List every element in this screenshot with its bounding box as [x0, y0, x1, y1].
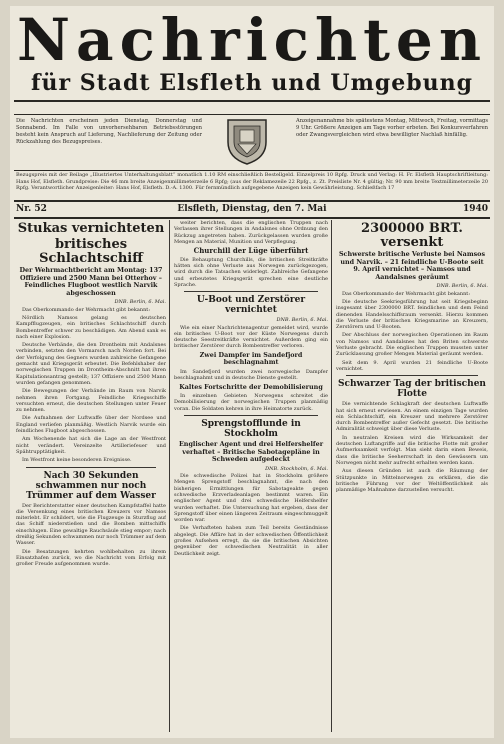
article-paragraph: weiter berichten, dass die englischen Truppen nach Verlassen ihrer Stellungen in Andalsnes ohne Ordnung den Rückzug angetreten haben. Zurückgelassen wurden große Mengen an Material, Munition und Verpflegung. — [174, 220, 328, 245]
article-paragraph: Nördlich Namsos gelang es deutschen Kampfflugzeugen, ein britisches Schlachtschiff durch Bombentreffer schwer zu beschädigen. Am Abend sank es nach einer Explosion. — [16, 314, 166, 340]
column-3 — [336, 220, 488, 732]
masthead-rule — [14, 100, 490, 102]
article-paragraph: Seit dem 9. April wurden 21 feindliche U-Boote vernichtet. — [336, 359, 488, 372]
article-paragraph: Der Berichterstatter einer deutschen Kampfstaffel hatte die Versenkung eines britischen Kreuzers vor Namsos miterlebt. Er schildert, wie die Flugzeuge in Sturzflug auf das Schiff niederstießen und die Bomben mittschiffs einschlugen. Eine gewaltige Rauchsäule stieg empor; nach dreißig Sekunden schwammen nur noch Trümmer auf dem Wasser. — [16, 502, 166, 547]
dateline-source: DNB. Stockholm, 6. Mai. — [265, 465, 328, 472]
dateline-source: DNB. Berlin, 6. Mai. — [436, 283, 488, 290]
subheadline: Englischer Agent und drei Helfershelfer verhaftet – Britische Sabotagepläne in Schweden aufgedeckt — [178, 440, 324, 464]
info-right: Anzeigenannahme bis spätestens Montag, Mittwoch, Freitag, vormittags 9 Uhr. Größere Anzeigen am Tage vorher erbeten. Bei Konkursverfahren oder Zwangsvergleichen wird etwa bewilligter Nachlaß hinfällig. — [296, 118, 488, 138]
article-separator — [346, 375, 478, 376]
column-divider — [331, 220, 332, 732]
article-paragraph: Das Oberkommando der Wehrmacht gibt bekannt: — [22, 306, 151, 313]
headline-truemmer: Nach 30 Sekunden schwammen nur noch Trümmer auf dem Wasser — [26, 470, 156, 501]
column-1 — [16, 220, 166, 732]
subheadline: Schwerste britische Verluste bei Namsos und Narvik. – 21 feindliche U-Boote seit 9. April vernichtet – Namsos und Aandalsnes geräumt — [338, 250, 486, 281]
headline-versenkt: 2300000 BRT. versenkt — [361, 221, 463, 250]
headline-demobilisierung: Kaltes Fortschritte der Demobilisierung — [179, 382, 323, 391]
article-paragraph: Im Sandefjord wurden zwei norwegische Dampfer beschlagnahmt und in deutsche Dienste gestellt. — [174, 368, 328, 382]
dateline-source: DNB. Berlin, 6. Mai. — [114, 299, 166, 306]
issue-year: 1940 — [462, 204, 488, 214]
headline-schwarzer-tag: Schwarzer Tag der britischen Flotte — [338, 379, 486, 400]
issue-number: Nr. 52 — [16, 204, 47, 214]
article-paragraph: Deutsche Verbände, die den Drontheim mit Andalsnes verbinden, setzten den Vormarsch nach Norden fort. Bei der Verfolgung des Gegners wurden zahlreiche Gefangene gemacht und Kriegsgerät erbeutet. Die Befehlshaber der norwegischen Truppen im Drontheim-Abschnitt hat ihren Kapitulationsantrag gestellt; 137 Offiziere und 2500 Mann wurden gefangen genommen. — [16, 342, 166, 386]
headline-u-boot: U-Boot und Zerstörer vernichtet — [196, 295, 306, 316]
article-paragraph: Die schwedische Polizei hat in Stockholm größere Mengen Sprengstoff beschlagnahmt, die nach den bisherigen Ermittlungen für Sabotageakte gegen schwedische Erzverladeanlagen bestimmt waren. Ein englischer Agent und drei schwedische Helfershelfer wurden verhaftet. Die Untersuchung hat ergeben, dass der Sprengstoff über einen längeren Zeitraum eingeschmuggelt worden war. — [174, 473, 328, 524]
newspaper-subtitle: für Stadt Elsfleth und Umgebung — [31, 70, 473, 96]
article-paragraph: Die Verhafteten haben zum Teil bereits Geständnisse abgelegt. Die Affäre hat in der schwedischen Öffentlichkeit großes Aufsehen erregt, da sie die britischen Absichten gegenüber der schwedischen Neutralität in aller Deutlichkeit zeigt. — [174, 525, 328, 557]
column-2 — [174, 220, 328, 732]
article-paragraph: Die deutsche Seekriegsführung hat seit Kriegsbeginn insgesamt über 2300000 BRT. feindlichen und dem Feind dienenden Handelsschiffsraum versenkt. Hierzu kommen die Verluste der britischen Kriegsmarine an Kreuzern, Zerstörern und U-Booten. — [336, 298, 488, 331]
subheadline: Der Wehrmachtbericht am Montag: 137 Offiziere und 2500 Mann bei Otterhov – Feindliches Flugboot westlich Narvik abgeschossen — [19, 266, 163, 297]
article-paragraph: Wie ein einer Nachrichtenagentur gemeldet wird, wurde ein britisches U-Boot vor der Küste Norwegens durch deutsche Seestreitkräfte vernichtet. Außerdem ging ein britischer Zerstörer durch Bombentreffer verloren. — [174, 324, 328, 350]
info-rule — [14, 170, 490, 171]
article-separator — [184, 415, 318, 416]
masthead — [10, 6, 494, 114]
headline-dampfer: Zwei Dampfer im Sandefjord beschlagnahmt — [199, 350, 303, 367]
dateline-source: DNB. Berlin, 6. Mai. — [276, 317, 328, 324]
article-paragraph: Die Bewegungen der Verbände im Raum von Narvik nehmen ihren Fortgang. Feindliche Kriegsschiffe versuchten erneut, die deutschen Stellungen unter Feuer zu nehmen. — [16, 388, 166, 414]
dateline-rule-bottom — [14, 217, 490, 219]
article-paragraph: In einzelnen Gebieten Norwegens schreitet die Demobilisierung der norwegischen Truppen planmäßig voran. Die Soldaten kehren in ihre Heimatorte zurück. — [174, 393, 328, 412]
headline-stockholm: Sprengstofflunde in Stockholm — [201, 419, 301, 440]
newspaper-title: Nachrichten — [16, 6, 488, 74]
headline-stukas-line2: britisches Schlachtschiff — [39, 237, 143, 266]
info-left: Die Nachrichten erscheinen jeden Dienstag, Donnerstag und Sonnabend. Im Falle von unvorhersehbaren Betriebsstörungen besteht kein Anspruch auf Lieferung, Nachlieferung der Zeitung oder Rückzahlung des Bezugspreises. — [16, 118, 202, 145]
article-paragraph: In neutralen Kreisen wird die Wirksamkeit der deutschen Luftangriffe auf die britische Flotte mit großer Aufmerksamkeit verfolgt. Man sieht darin einen Beweis, dass die britische Seeherrschaft in den Gewässern um Norwegen nicht mehr aufrecht erhalten werden kann. — [336, 434, 488, 466]
article-paragraph: Am Wochenende hat sich die Lage an der Westfront nicht verändert. Vereinzelte Artilleriefeuer und Spähtrupptätigkeit. — [16, 436, 166, 455]
headline-churchill: Churchill der Lüge überführt — [193, 246, 309, 256]
article-paragraph: Die vernichtende Schlagkraft der deutschen Luftwaffe hat sich erneut erwiesen. An einem einzigen Tage wurden ein Schlachtschiff, ein Kreuzer und mehrere Zerstörer durch Bombentreffer außer Gefecht gesetzt. Die britische Admiralität schweigt über diese Verluste. — [336, 401, 488, 433]
article-paragraph: Das Oberkommando der Wehrmacht gibt bekannt: — [342, 290, 471, 297]
article-paragraph: Im Westfront keine besonderen Ereignisse. — [22, 457, 132, 464]
article-separator — [184, 291, 318, 292]
article-separator — [26, 467, 156, 468]
headline-stukas: Stukas vernichteten — [17, 221, 165, 236]
article-paragraph: Der Abschluss der norwegischen Operationen im Raum von Namsos und Aandalsnes hat den Briten schwerste Verluste gebracht. Die englischen Truppen mussten unter Zurücklassung großer Mengen Material geräumt werden. — [336, 332, 488, 358]
dateline — [16, 202, 488, 216]
article-paragraph: Aus diesen Gründen ist auch die Räumung der Stützpunkte in Mittelnorwegen zu erklären, die die britische Führung vor der Weltöffentlichkeit als planmäßige Maßnahme darzustellen versucht. — [336, 468, 488, 494]
town-crest-icon — [220, 114, 274, 168]
article-paragraph: Die Aufnahmen der Luftwaffe über der Nordsee und England verliefen planmäßig. Westlich Narvik wurde ein feindliches Flugboot abgeschossen. — [16, 415, 166, 435]
issue-date: Elsfleth, Dienstag, den 7. Mai — [177, 204, 327, 214]
column-divider — [169, 220, 170, 732]
article-paragraph: Die Besatzungen kehrten wohlbehalten zu ihrem Einsatzhafen zurück, wo die Nachricht vom Erfolg mit großer Freude aufgenommen wurde. — [16, 548, 166, 568]
newspaper-page — [10, 6, 494, 738]
subscription-info: Bezugspreis mit der Beilage „Illustriertes Unterhaltungsblatt“ monatlich 1.10 RM einschließlich Bestellgeld. Einzelpreis 10 Rpfg. Druck und Verlag: H. Fr. Elsfleth Hauptschriftleitung: Hans Hof, Elsfleth. Grundpreise: Die 46 mm breite Anzeigenmillimeterzeile 6 Rpfg; (aus der Reklamezeile 22 Rpfg., z. Zt. Preisliste Nr. 4 gültig; Nr. 90 mm breite Textmillimeterzeile 20 Rpfg. Verantwortlicher Anzeigenleiter: Hans Hof, Elsfleth. D.-A. 1300. Für fernmündlich aufgegebene Anzeigen kein Gewährleistung. Schließfach 17 — [16, 172, 488, 192]
article-paragraph: Die Behauptung Churchills, die britischen Streitkräfte hätten sich ohne Verluste aus Norwegen zurückgezogen, wird durch die Tatsachen widerlegt. Zahlreiche Gefangene und erbeutetes Kriegsgerät sprechen eine deutliche Sprache. — [174, 256, 328, 288]
